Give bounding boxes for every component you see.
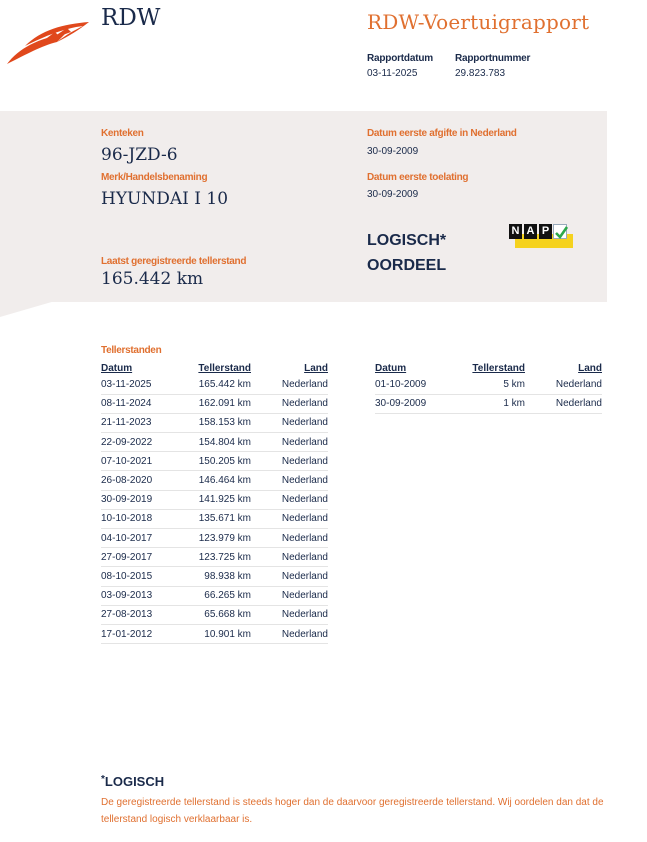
- report-number-block: [455, 53, 530, 79]
- cell-country: Nederland: [251, 490, 328, 509]
- table-row: [101, 452, 328, 471]
- cell-odometer: 123.725 km: [185, 548, 251, 567]
- report-date-block: [367, 53, 433, 79]
- table-row: [101, 413, 328, 432]
- cell-odometer: 141.925 km: [185, 490, 251, 509]
- table-row: [375, 375, 602, 394]
- table-row: [101, 490, 328, 509]
- cell-country: Nederland: [251, 394, 328, 413]
- table-row: [101, 471, 328, 490]
- cell-date: 07-10-2021: [101, 452, 185, 471]
- cell-odometer: 158.153 km: [185, 413, 251, 432]
- cell-odometer: 146.464 km: [185, 471, 251, 490]
- table-row: [101, 605, 328, 624]
- cell-country: Nederland: [251, 586, 328, 605]
- cell-country: Nederland: [251, 548, 328, 567]
- nap-badge: [509, 224, 573, 250]
- column-header-odometer: Tellerstand: [198, 362, 251, 374]
- column-header-date: Datum: [375, 362, 407, 374]
- cell-date: 30-09-2009: [375, 394, 459, 413]
- first-admission-nl-label: Datum eerste afgifte in Nederland: [367, 128, 517, 139]
- odometer-table-title: Tellerstanden: [101, 345, 162, 356]
- cell-date: 03-11-2025: [101, 375, 185, 394]
- nap-letter-a: A: [524, 224, 537, 239]
- cell-date: 01-10-2009: [375, 375, 459, 394]
- odometer-table-left: [101, 361, 328, 644]
- table-row: [101, 529, 328, 548]
- cell-date: 10-10-2018: [101, 509, 185, 528]
- cell-odometer: 154.804 km: [185, 433, 251, 452]
- cell-odometer: 150.205 km: [185, 452, 251, 471]
- report-title: RDW-Voertuigrapport: [367, 10, 590, 34]
- panel-tail-decoration: [0, 301, 55, 317]
- make-label: Merk/Handelsbenaming: [101, 172, 208, 183]
- odometer-table-right: [375, 361, 602, 414]
- plate-label: Kenteken: [101, 128, 144, 139]
- cell-odometer: 65.668 km: [185, 605, 251, 624]
- brand-name: RDW: [101, 5, 161, 31]
- report-date-label: Rapportdatum: [367, 53, 433, 64]
- plate-value: 96-JZD-6: [101, 145, 178, 165]
- table-row: [101, 394, 328, 413]
- footnote-star: *: [101, 774, 105, 785]
- vehicle-info-panel: [0, 111, 607, 302]
- cell-date: 21-11-2023: [101, 413, 185, 432]
- table-header-row: [101, 361, 328, 375]
- footnote-title: [101, 774, 164, 789]
- cell-date: 27-09-2017: [101, 548, 185, 567]
- cell-date: 04-10-2017: [101, 529, 185, 548]
- cell-odometer: 10.901 km: [185, 624, 251, 643]
- column-header-country: Land: [578, 362, 602, 374]
- cell-date: 17-01-2012: [101, 624, 185, 643]
- cell-country: Nederland: [525, 394, 602, 413]
- cell-country: Nederland: [525, 375, 602, 394]
- footnote-title-text: LOGISCH: [104, 774, 165, 789]
- cell-date: 03-09-2013: [101, 586, 185, 605]
- cell-odometer: 1 km: [459, 394, 525, 413]
- table-row: [101, 586, 328, 605]
- check-icon: [553, 224, 567, 239]
- table-row: [101, 433, 328, 452]
- table-row: [375, 394, 602, 413]
- cell-odometer: 135.671 km: [185, 509, 251, 528]
- first-admission-label: Datum eerste toelating: [367, 172, 469, 183]
- table-row: [101, 509, 328, 528]
- table-row: [101, 375, 328, 394]
- cell-country: Nederland: [251, 624, 328, 643]
- cell-odometer: 123.979 km: [185, 529, 251, 548]
- last-odometer-label: Laatst geregistreerde tellerstand: [101, 256, 247, 267]
- cell-odometer: 165.442 km: [185, 375, 251, 394]
- verdict: [367, 228, 446, 278]
- make-value: HYUNDAI I 10: [101, 189, 229, 209]
- cell-date: 27-08-2013: [101, 605, 185, 624]
- first-admission-value: 30-09-2009: [367, 189, 419, 200]
- column-header-odometer: Tellerstand: [472, 362, 525, 374]
- cell-country: Nederland: [251, 605, 328, 624]
- cell-date: 08-11-2024: [101, 394, 185, 413]
- cell-odometer: 162.091 km: [185, 394, 251, 413]
- column-header-date: Datum: [101, 362, 133, 374]
- table-row: [101, 548, 328, 567]
- last-odometer-value: 165.442 km: [101, 269, 204, 289]
- cell-date: 30-09-2019: [101, 490, 185, 509]
- footnote-text: De geregistreerde tellerstand is steeds hoger dan de daarvoor geregistreerde tellerstand. Wij oordelen dan dat de tellerstand logisch verklaarbaar is.: [101, 797, 604, 825]
- cell-country: Nederland: [251, 567, 328, 586]
- cell-country: Nederland: [251, 471, 328, 490]
- cell-odometer: 5 km: [459, 375, 525, 394]
- table-header-row: [375, 361, 602, 375]
- column-header-country: Land: [304, 362, 328, 374]
- report-number-label: Rapportnummer: [455, 53, 531, 64]
- table-row: [101, 624, 328, 643]
- cell-country: Nederland: [251, 529, 328, 548]
- verdict-line-2: OORDEEL: [367, 257, 447, 274]
- cell-date: 08-10-2015: [101, 567, 185, 586]
- cell-date: 26-08-2020: [101, 471, 185, 490]
- nap-letter-p: P: [539, 224, 552, 239]
- report-number-value: 29.823.783: [455, 68, 506, 79]
- rdw-logo-icon: [5, 20, 89, 66]
- cell-date: 22-09-2022: [101, 433, 185, 452]
- nap-letter-n: N: [509, 224, 522, 239]
- table-row: [101, 567, 328, 586]
- cell-odometer: 98.938 km: [185, 567, 251, 586]
- cell-country: Nederland: [251, 375, 328, 394]
- first-admission-nl-value: 30-09-2009: [367, 146, 419, 157]
- cell-country: Nederland: [251, 452, 328, 471]
- cell-odometer: 66.265 km: [185, 586, 251, 605]
- cell-country: Nederland: [251, 413, 328, 432]
- verdict-line-1: LOGISCH*: [367, 232, 447, 249]
- cell-country: Nederland: [251, 433, 328, 452]
- cell-country: Nederland: [251, 509, 328, 528]
- report-date-value: 03-11-2025: [367, 68, 418, 79]
